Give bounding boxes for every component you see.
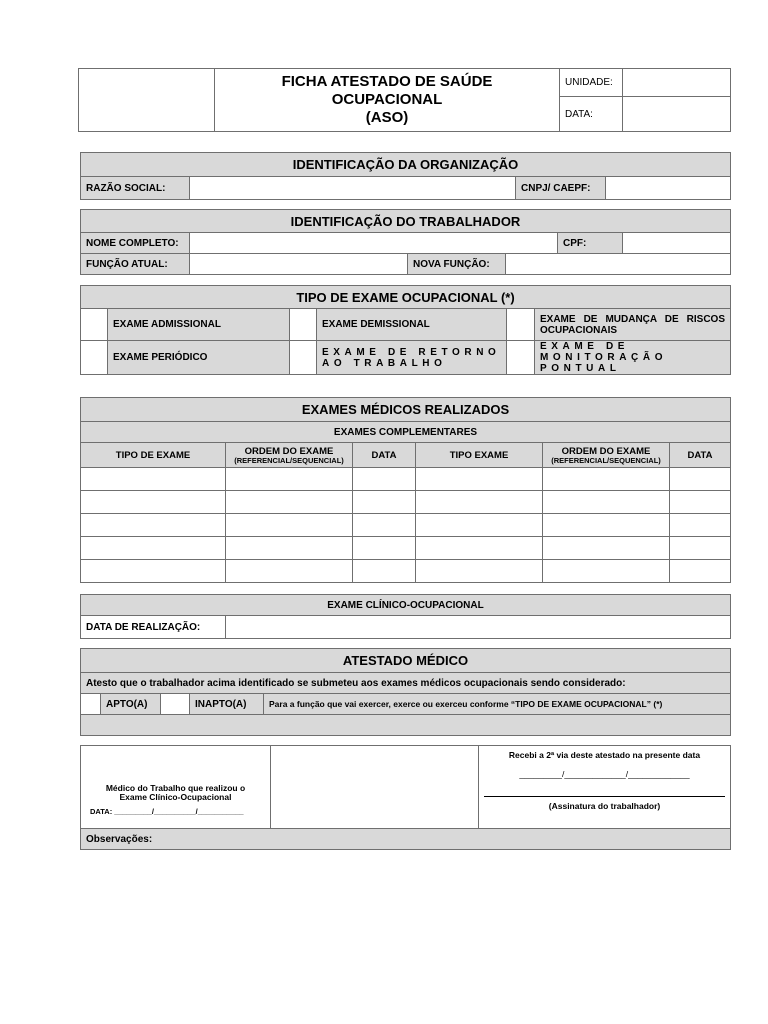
table-row [81,468,731,491]
inapto-label: INAPTO(A) [190,694,264,715]
clinico-title: EXAME CLÍNICO-OCUPACIONAL [81,595,731,616]
medico-data: DATA: _________/__________/___________ [90,807,244,816]
table-cell[interactable] [81,537,226,560]
razao-social-field[interactable] [190,177,516,200]
col-ordem-exame [226,443,353,468]
table-cell[interactable] [543,468,670,491]
table-cell[interactable] [416,491,543,514]
table-cell[interactable] [670,491,731,514]
table-row [81,560,731,583]
atestado-statement: Atesto que o trabalhador acima identificado se submeteu aos exames médicos ocupacionais sendo considerado: [81,673,731,694]
col-ordem-exame-2 [543,443,670,468]
table-cell[interactable] [226,491,353,514]
table-cell[interactable] [670,514,731,537]
tipo-exame-title: TIPO DE EXAME OCUPACIONAL (*) [81,286,731,309]
trabalhador-section [80,209,731,275]
title-line-1: FICHA ATESTADO DE SAÚDE [281,73,493,90]
col-data: DATA [353,443,416,468]
periodico-checkbox[interactable] [81,341,108,375]
cpf-label: CPF: [558,233,623,254]
col-tipo-exame-2: TIPO EXAME [416,443,543,468]
col-ordem-sub-2: (REFERENCIAL/SEQUENCIAL) [551,455,661,465]
admissional-checkbox[interactable] [81,309,108,341]
periodico-label: EXAME PERIÓDICO [108,341,290,375]
data-label: DATA: [560,97,623,132]
clinico-section [80,594,731,639]
table-cell[interactable] [670,560,731,583]
demissional-checkbox[interactable] [290,309,317,341]
cnpj-label: CNPJ/ CAEPF: [516,177,606,200]
title-line-2: OCUPACIONAL [331,91,443,108]
nome-completo-field[interactable] [190,233,558,254]
demissional-label: EXAME DEMISSIONAL [317,309,507,341]
apto-label: APTO(A) [101,694,161,715]
retorno-label: EXAME DE RETORNO AO TRABALHO [317,341,507,375]
atestado-blank-row [81,715,731,736]
organizacao-section [80,152,731,200]
worker-signature-line[interactable] [484,796,725,797]
title-line-3: (ASO) [365,109,409,126]
inapto-checkbox[interactable] [161,694,190,715]
medico-line-1: Médico do Trabalho que realizou o [105,783,246,793]
table-cell[interactable] [226,560,353,583]
admissional-label: EXAME ADMISSIONAL [108,309,290,341]
table-cell[interactable] [543,491,670,514]
table-cell[interactable] [543,560,670,583]
nome-completo-label: NOME COMPLETO: [81,233,190,254]
apto-checkbox[interactable] [81,694,101,715]
table-cell[interactable] [416,468,543,491]
table-cell[interactable] [416,537,543,560]
col-ordem-title: ORDEM DO EXAME [244,445,334,457]
monitoracao-checkbox[interactable] [507,341,535,375]
recebi-data: _________/_____________/_____________ [519,769,690,779]
logo-area [79,69,215,132]
col-ordem-sub: (REFERENCIAL/SEQUENCIAL) [234,455,344,465]
atestado-note: Para a função que vai exercer, exerce ou exerceu conforme “TIPO DE EXAME OCUPACIONAL” (*) [264,694,731,715]
funcao-atual-field[interactable] [190,254,408,275]
table-cell[interactable] [81,491,226,514]
data-field[interactable] [623,97,731,132]
cnpj-field[interactable] [606,177,731,200]
assinaturas-section [80,745,731,850]
recebimento-block [479,746,731,829]
unidade-field[interactable] [623,69,731,97]
cpf-field[interactable] [623,233,731,254]
table-row [81,491,731,514]
medico-line-2: Exame Clínico-Ocupacional [119,792,232,802]
table-cell[interactable] [670,468,731,491]
unidade-label: UNIDADE: [560,69,623,97]
razao-social-label: RAZÃO SOCIAL: [81,177,190,200]
mudanca-riscos-checkbox[interactable] [507,309,535,341]
trabalhador-title: IDENTIFICAÇÃO DO TRABALHADOR [81,210,731,233]
data-realizacao-label: DATA DE REALIZAÇÃO: [81,616,226,639]
atestado-section [80,648,731,736]
medico-signature-field[interactable] [271,746,479,829]
medico-block [81,746,271,829]
table-cell[interactable] [353,560,416,583]
retorno-checkbox[interactable] [290,341,317,375]
exames-complementares-subtitle: EXAMES COMPLEMENTARES [81,422,731,443]
table-cell[interactable] [353,514,416,537]
table-cell[interactable] [81,514,226,537]
form-title [215,69,560,132]
table-cell[interactable] [226,537,353,560]
recebi-text: Recebi a 2ª via deste atestado na presente data [508,750,701,760]
table-cell[interactable] [670,537,731,560]
table-cell[interactable] [543,537,670,560]
data-realizacao-field[interactable] [226,616,731,639]
nova-funcao-field[interactable] [506,254,731,275]
mudanca-riscos-label: EXAME DE MUDANÇA DE RISCOS OCUPACIONAIS [535,309,731,341]
organizacao-title: IDENTIFICAÇÃO DA ORGANIZAÇÃO [81,153,731,177]
exames-medicos-title: EXAMES MÉDICOS REALIZADOS [81,398,731,422]
funcao-atual-label: FUNÇÃO ATUAL: [81,254,190,275]
table-cell[interactable] [416,560,543,583]
table-cell[interactable] [226,468,353,491]
atestado-title: ATESTADO MÉDICO [81,649,731,673]
table-cell[interactable] [353,491,416,514]
observacoes-label[interactable]: Observações: [81,829,731,850]
table-cell[interactable] [353,537,416,560]
table-cell[interactable] [416,514,543,537]
col-data-2: DATA [670,443,731,468]
col-ordem-title-2: ORDEM DO EXAME [561,445,651,457]
table-cell[interactable] [226,514,353,537]
nova-funcao-label: NOVA FUNÇÃO: [408,254,506,275]
table-row [81,537,731,560]
table-cell[interactable] [81,560,226,583]
header-table [78,68,731,132]
table-cell[interactable] [81,468,226,491]
col-tipo-exame: TIPO DE EXAME [81,443,226,468]
monitoracao-label: EXAME DE MONITORAÇÃO PONTUAL [535,341,731,375]
exames-medicos-section [80,397,731,583]
tipo-exame-section [80,285,731,375]
worker-signature-label: (Assinatura do trabalhador) [548,801,661,811]
table-cell[interactable] [543,514,670,537]
table-cell[interactable] [353,468,416,491]
table-row [81,514,731,537]
